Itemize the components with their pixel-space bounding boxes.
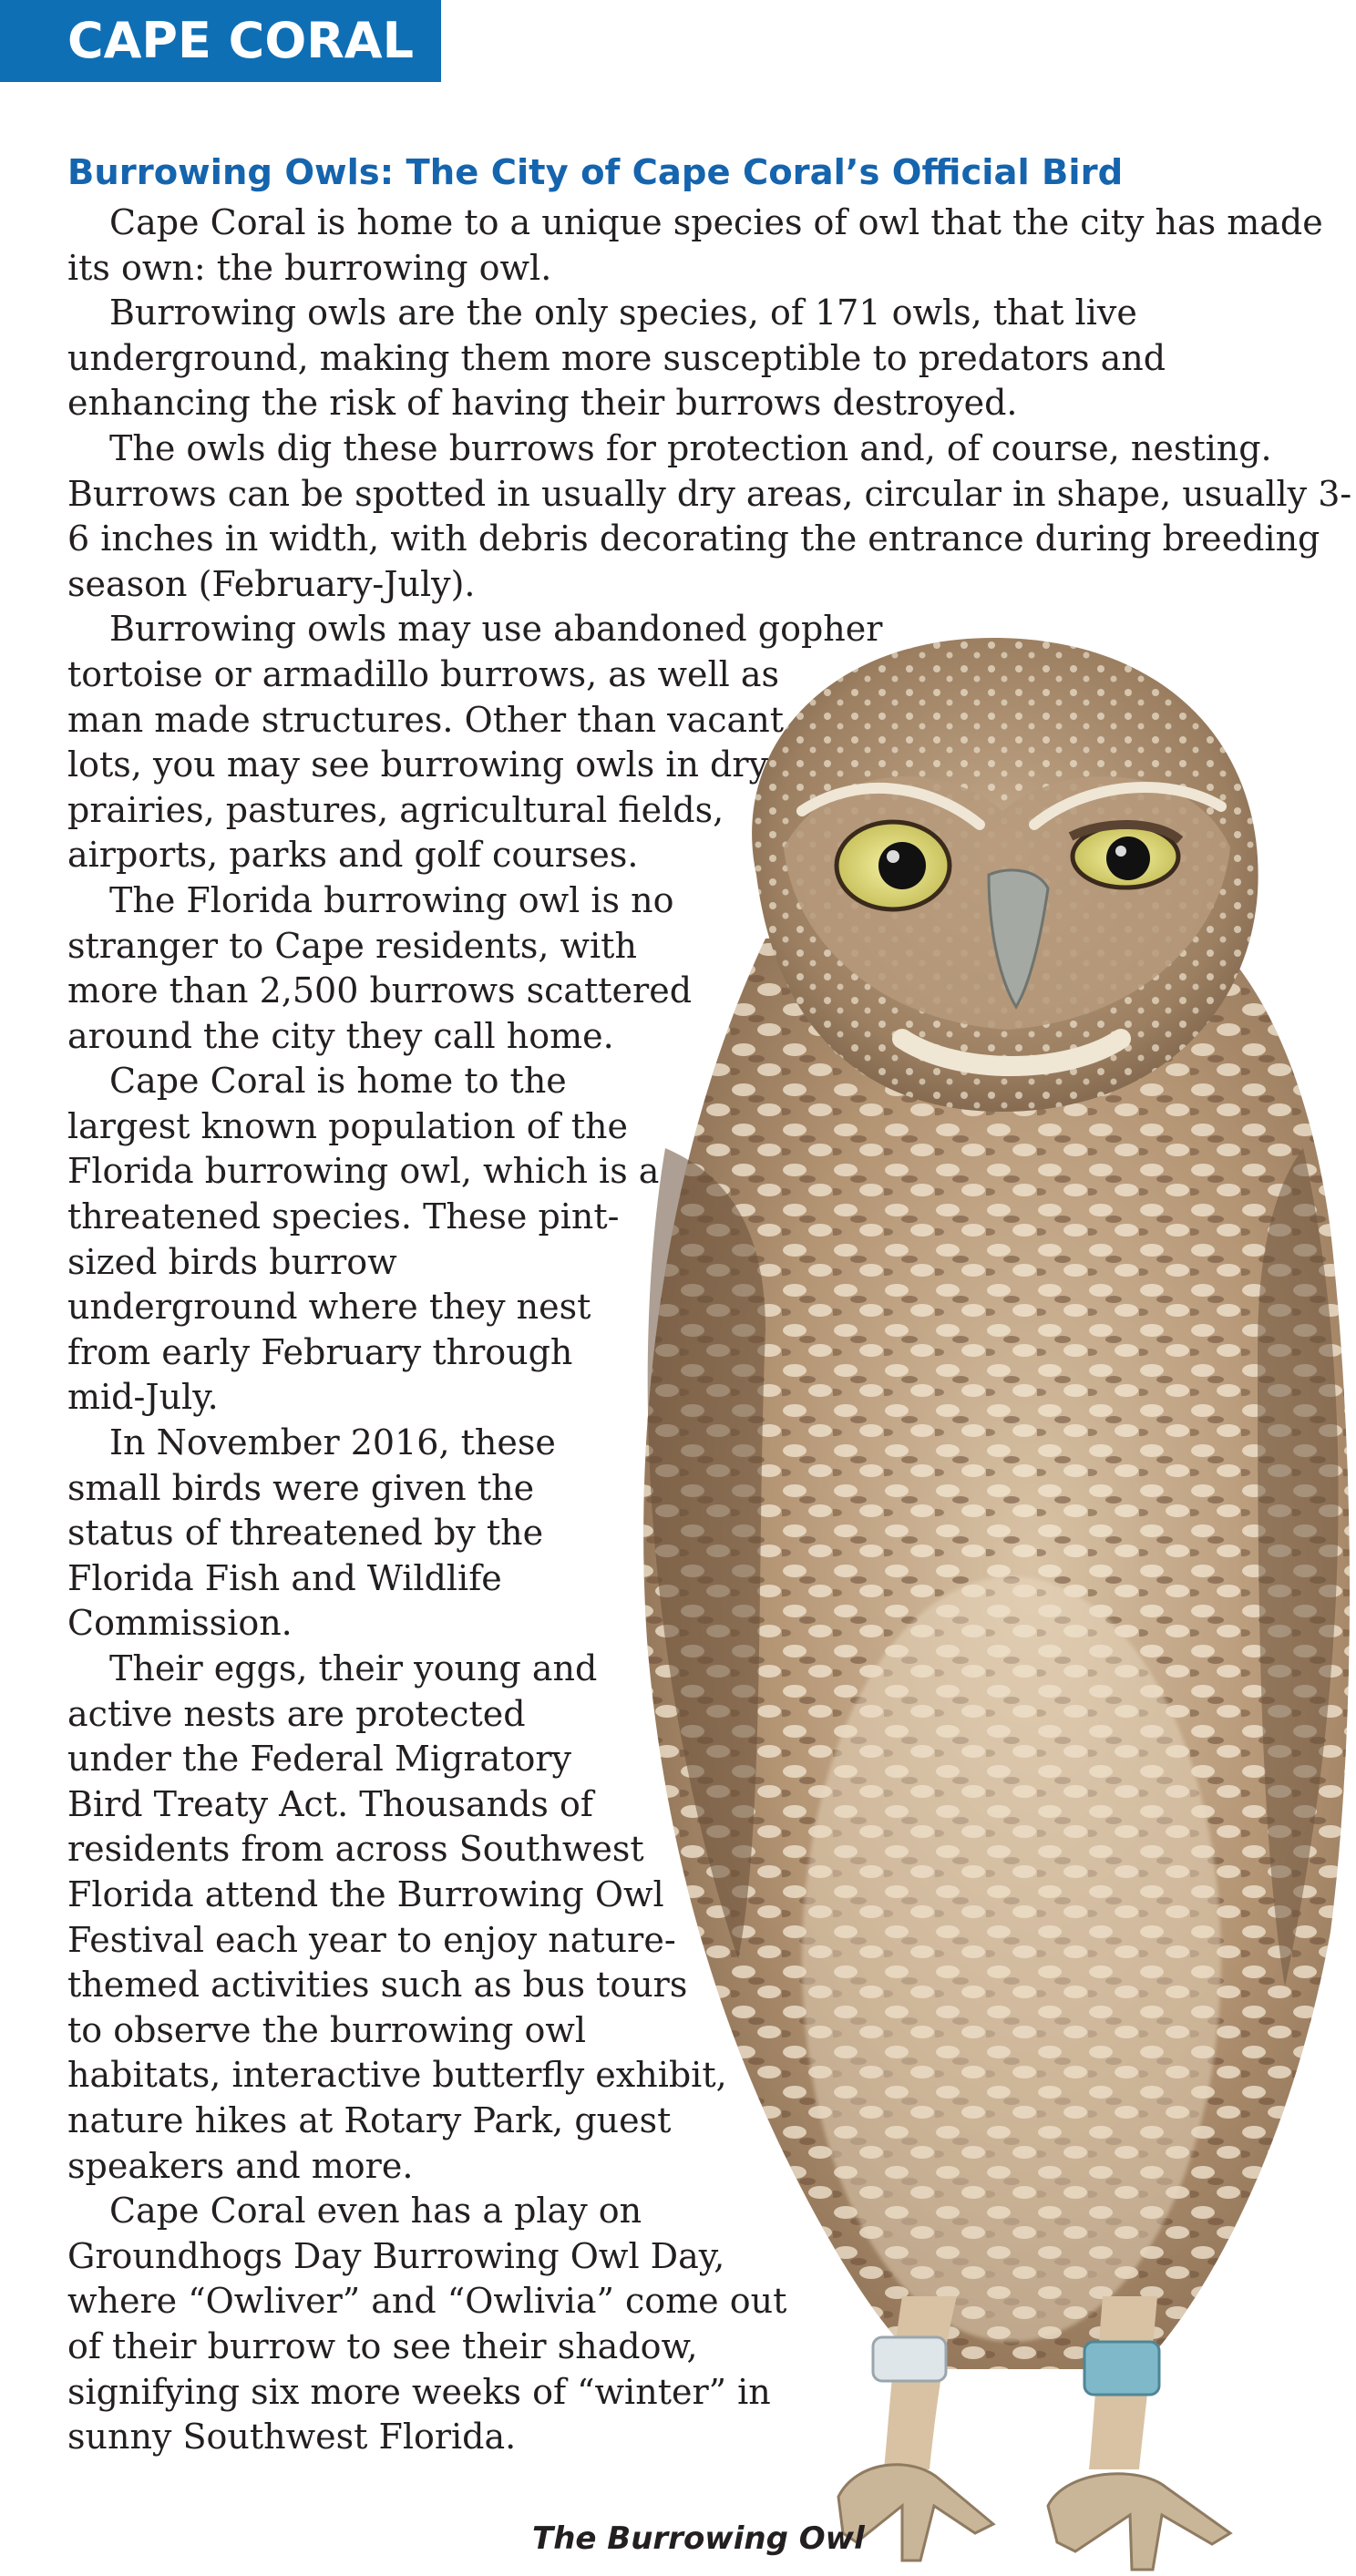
article-line: themed activities such as bus tours xyxy=(67,1965,688,2006)
article-line: more than 2,500 burrows scattered xyxy=(67,970,693,1011)
article-line: Burrowing owls may use abandoned gopher xyxy=(109,609,883,650)
article-line: enhancing the risk of having their burrows destroyed. xyxy=(67,383,1018,424)
article-line: active nests are protected xyxy=(67,1693,526,1734)
article-line: underground, making them more susceptible to predators and xyxy=(67,337,1166,378)
article-line: Their eggs, their young and xyxy=(109,1648,598,1688)
article-line: In November 2016, these xyxy=(109,1422,556,1463)
article-line: around the city they call home. xyxy=(67,1015,614,1056)
article-body xyxy=(67,200,1352,2460)
article-line: where “Owliver” and “Owlivia” come out xyxy=(67,2281,787,2322)
article-line: under the Federal Migratory xyxy=(67,1739,571,1780)
article-line: mid-July. xyxy=(67,1377,219,1418)
article-line: residents from across Southwest xyxy=(67,1829,644,1870)
article-line: Groundhogs Day Burrowing Owl Day, xyxy=(67,2235,725,2276)
article-line: lots, you may see burrowing owls in dry xyxy=(67,744,769,785)
article-line: from early February through xyxy=(67,1331,573,1372)
article-line: prairies, pastures, agricultural fields, xyxy=(67,789,724,830)
article-line: Burrowing owls are the only species, of 171 owls, that live xyxy=(109,292,1137,334)
article-line: largest known population of the xyxy=(67,1105,629,1146)
article-line: signifying six more weeks of “winter” in xyxy=(67,2371,771,2412)
article-line: sized birds burrow xyxy=(67,1241,397,1282)
article-line: stranger to Cape residents, with xyxy=(67,925,637,966)
section-tab xyxy=(0,0,441,82)
article-line: of their burrow to see their shadow, xyxy=(67,2325,698,2366)
article-line: Cape Coral even has a play on xyxy=(109,2191,642,2232)
section-label: CAPE CORAL xyxy=(67,12,415,69)
article-line: 6 inches in width, with debris decorating the entrance during breeding xyxy=(67,518,1320,559)
article-line: Cape Coral is home to a unique species of owl that the city has made xyxy=(109,202,1323,242)
article-line: The Florida burrowing owl is no xyxy=(109,879,674,920)
article-line: man made structures. Other than vacant xyxy=(67,699,784,740)
article-line: underground where they nest xyxy=(67,1287,591,1328)
article-line: nature hikes at Rotary Park, guest xyxy=(67,2099,672,2140)
article-line: habitats, interactive butterfly exhibit, xyxy=(67,2055,727,2096)
article-line: tortoise or armadillo burrows, as well as xyxy=(67,653,780,694)
article-line: status of threatened by the xyxy=(67,1513,544,1554)
article-line: airports, parks and golf courses. xyxy=(67,835,639,876)
article-line: Florida Fish and Wildlife xyxy=(67,1557,502,1598)
article-line: speakers and more. xyxy=(67,2145,414,2186)
article-line: Florida burrowing owl, which is a xyxy=(67,1151,660,1192)
article-line: Florida attend the Burrowing Owl xyxy=(67,1873,664,1914)
article-line: season (February-July). xyxy=(67,563,476,604)
article-headline: Burrowing Owls: The City of Cape Coral’s Official Bird xyxy=(67,152,1124,193)
article-line: threatened species. These pint- xyxy=(67,1196,620,1237)
article-line: Bird Treaty Act. Thousands of xyxy=(67,1783,593,1824)
article-line: to observe the burrowing owl xyxy=(67,2009,587,2050)
article-line: sunny Southwest Florida. xyxy=(67,2417,517,2458)
article-line: its own: the burrowing owl. xyxy=(67,247,552,288)
article-line: Cape Coral is home to the xyxy=(109,1061,567,1102)
article-line: Burrows can be spotted in usually dry areas, circular in shape, usually 3- xyxy=(67,473,1352,514)
article-line: The owls dig these burrows for protection and, of course, nesting. xyxy=(109,427,1272,468)
photo-caption: The Burrowing Owl xyxy=(532,2520,865,2557)
article-line: Festival each year to enjoy nature- xyxy=(67,1919,676,1960)
article-line: Commission. xyxy=(67,1603,293,1644)
article-line: small birds were given the xyxy=(67,1467,535,1508)
